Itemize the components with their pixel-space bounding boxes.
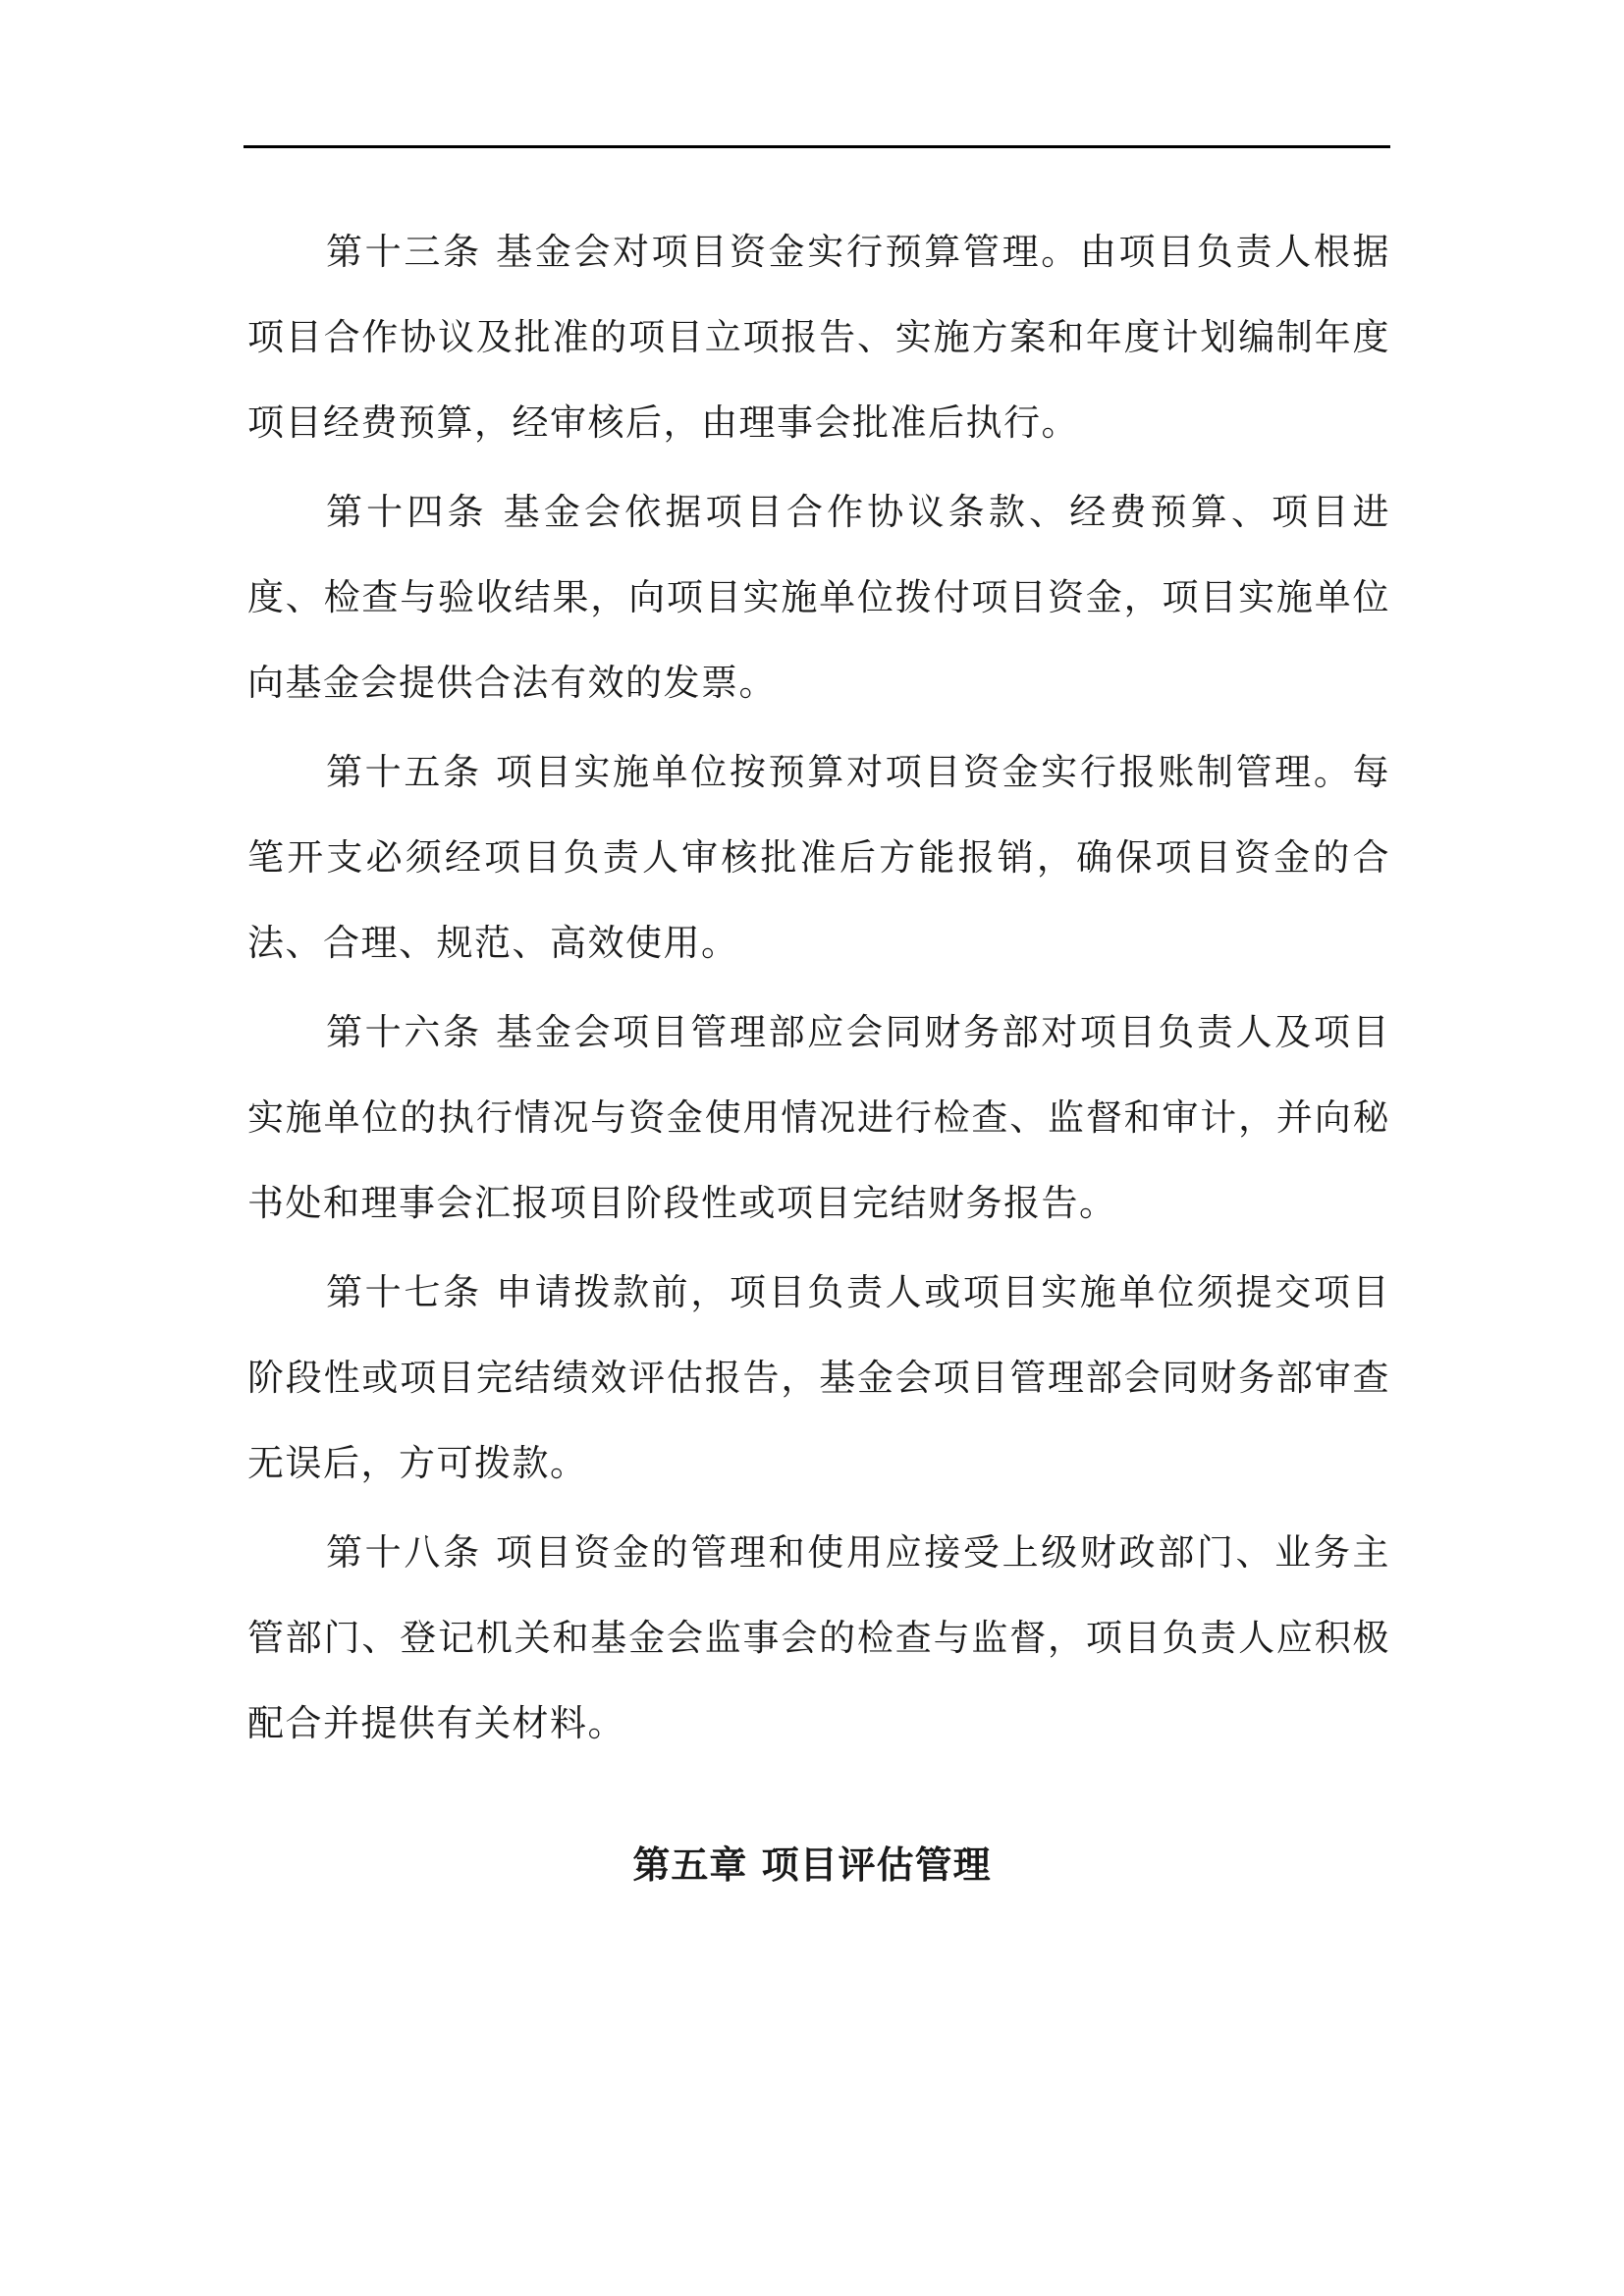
article-13: 第十三条 基金会对项目资金实行预算管理。由项目负责人根据项目合作协议及批准的项目立项报告、实施方案和年度计划编制年度项目经费预算，经审核后，由理事会批准后执行。 [247,231,1390,444]
article-16: 第十六条 基金会项目管理部应会同财务部对项目负责人及项目实施单位的执行情况与资金使用情况进行检查、监督和审计，并向秘书处和理事会汇报项目阶段性或项目完结财务报告。 [247,1011,1390,1224]
article-list [247,209,1390,1770]
article-18: 第十八条 项目资金的管理和使用应接受上级财政部门、业务主管部门、登记机关和基金会监事会的检查与监督，项目负责人应积极配合并提供有关材料。 [247,1531,1390,1744]
article-17: 第十七条 申请拨款前，项目负责人或项目实施单位须提交项目阶段性或项目完结绩效评估报告，基金会项目管理部会同财务部审查无误后，方可拨款。 [247,1271,1390,1484]
article-14: 第十四条 基金会依据项目合作协议条款、经费预算、项目进度、检查与验收结果，向项目实施单位拨付项目资金，项目实施单位向基金会提供合法有效的发票。 [247,491,1390,704]
chapter-heading: 第五章 项目评估管理 [632,1843,992,1887]
article-15: 第十五条 项目实施单位按预算对项目资金实行报账制管理。每笔开支必须经项目负责人审核批准后方能报销，确保项目资金的合法、合理、规范、高效使用。 [247,751,1390,964]
header-rule [244,145,1390,148]
